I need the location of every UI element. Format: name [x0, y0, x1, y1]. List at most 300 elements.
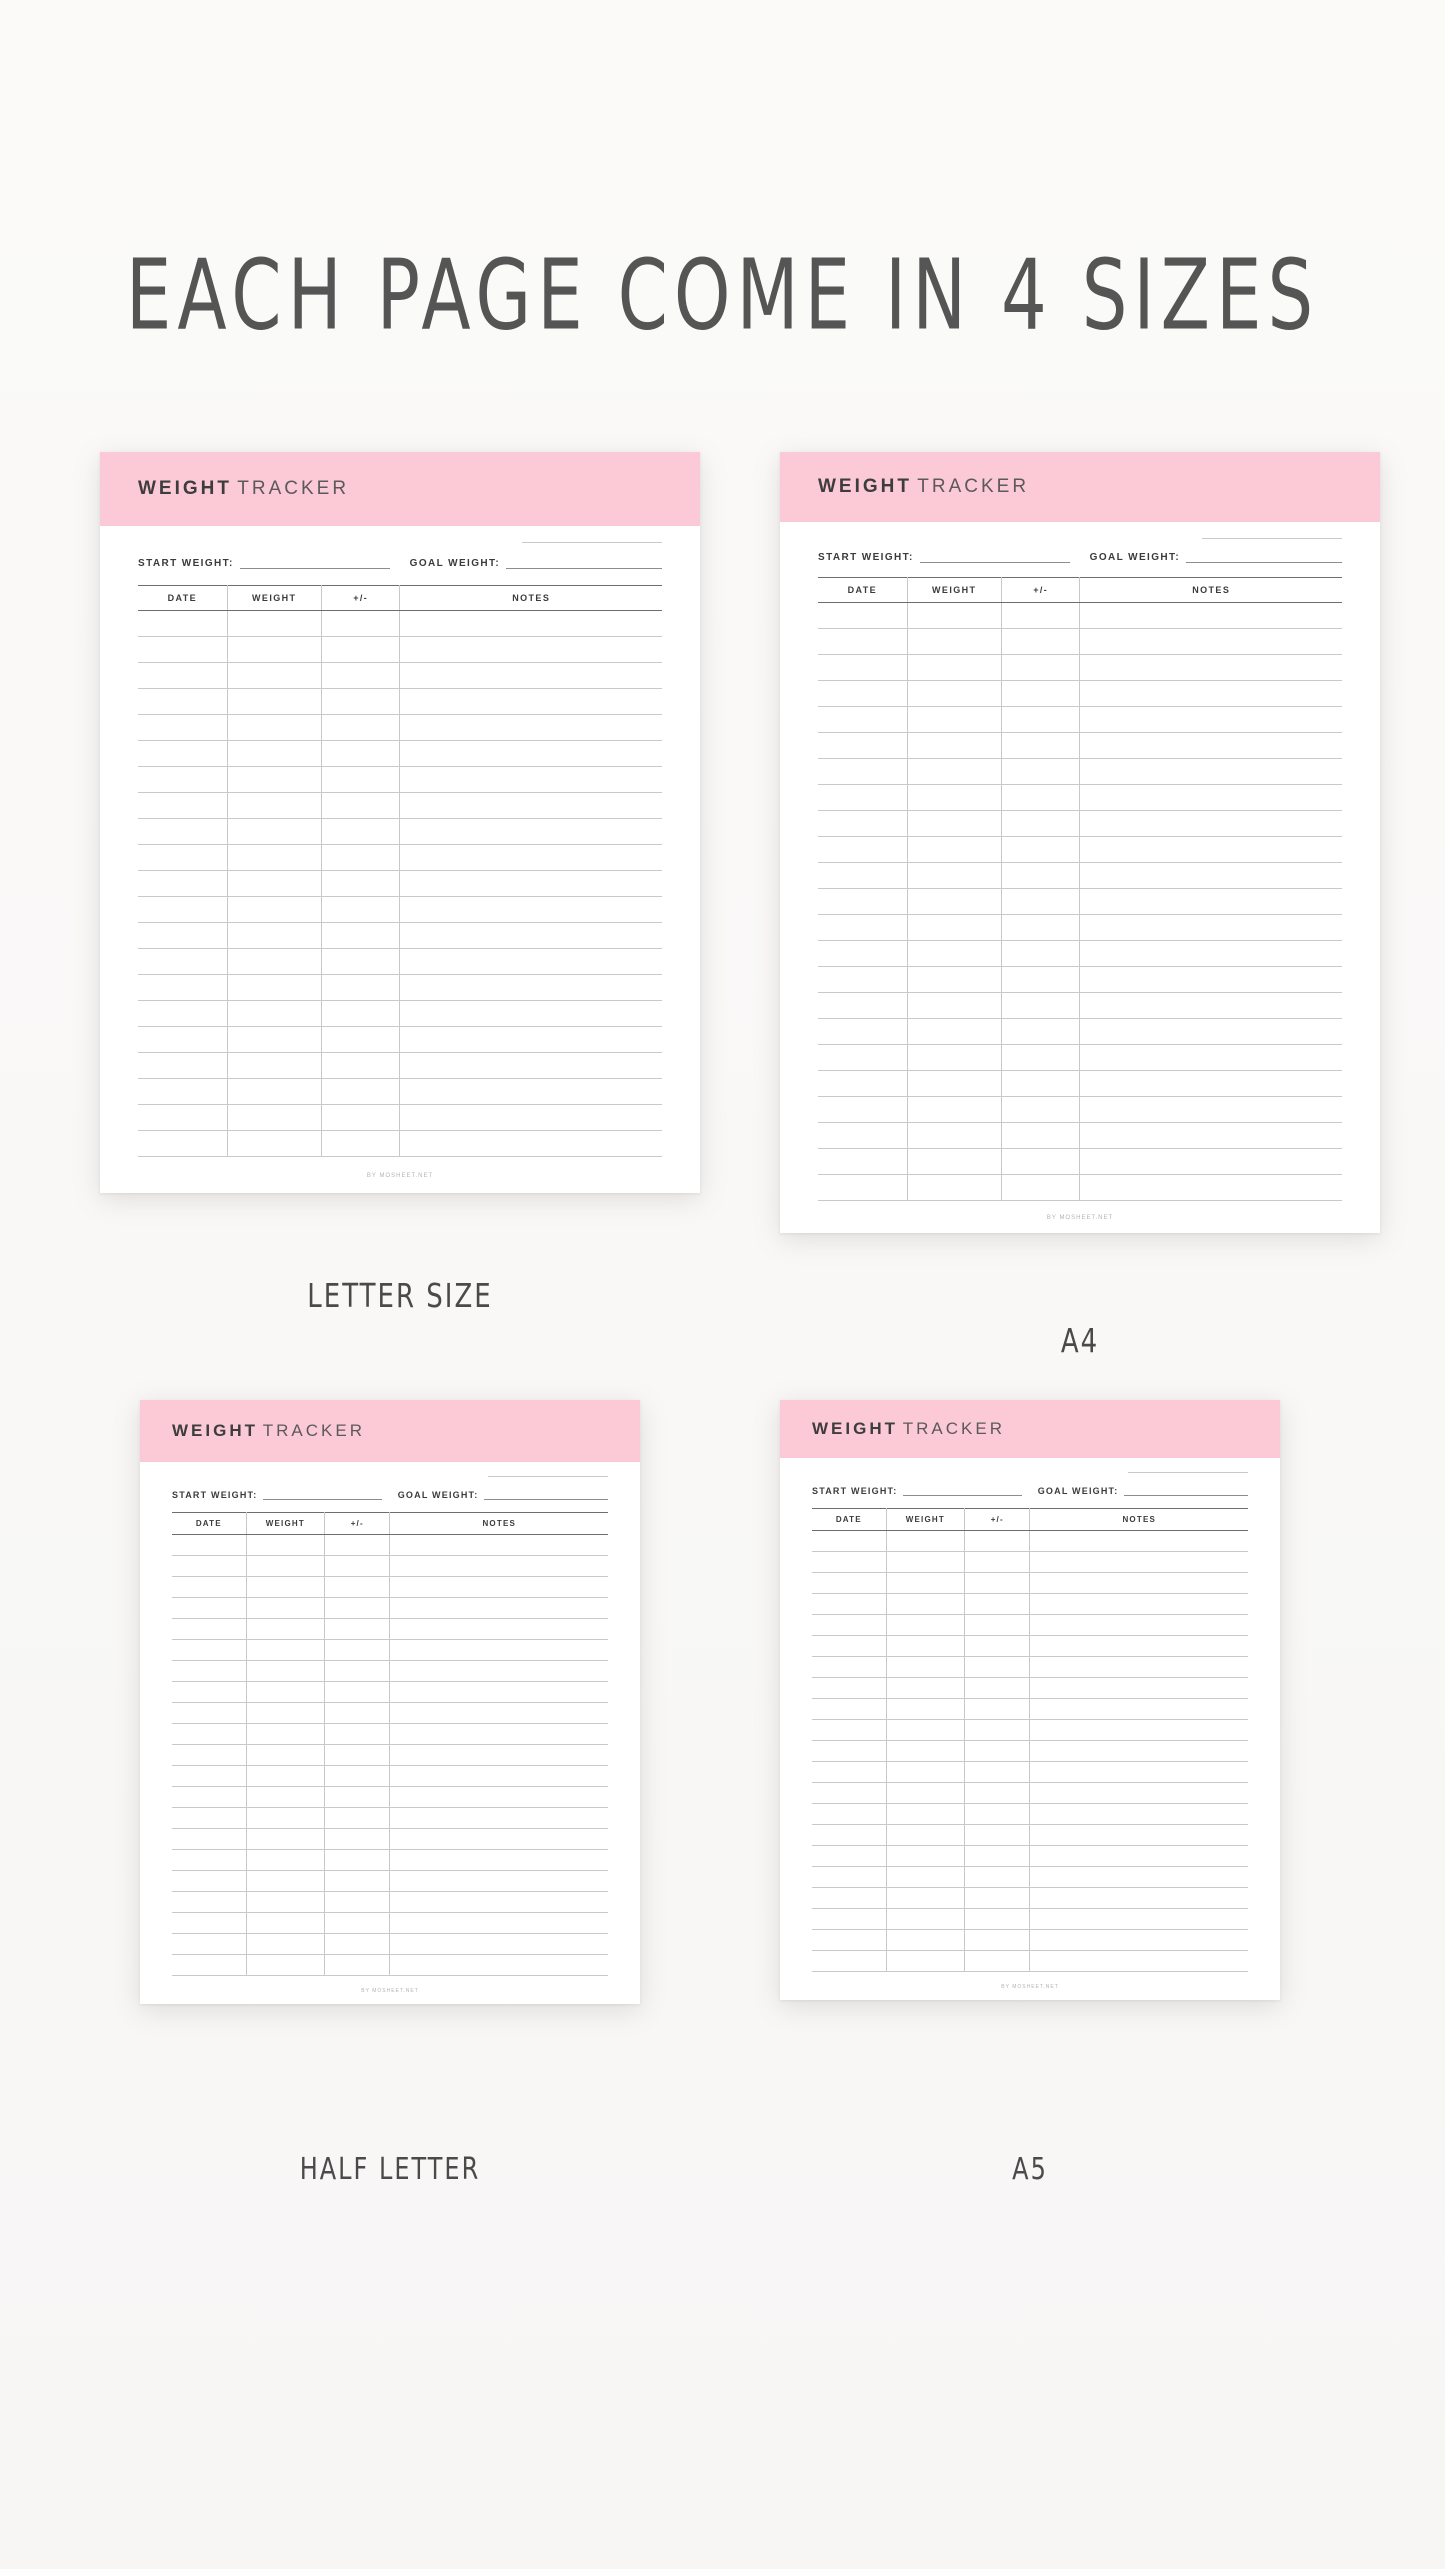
cell-delta[interactable]: [321, 1079, 400, 1105]
cell-weight[interactable]: [227, 1131, 321, 1157]
cell-date[interactable]: [818, 1071, 907, 1097]
cell-delta[interactable]: [1001, 603, 1080, 629]
table-row[interactable]: [138, 1079, 662, 1105]
cell-delta[interactable]: [321, 611, 400, 637]
table-row[interactable]: [138, 1027, 662, 1053]
cell-date[interactable]: [172, 1661, 246, 1682]
cell-date[interactable]: [812, 1615, 886, 1636]
preview-card-letter[interactable]: [100, 452, 700, 1316]
cell-weight[interactable]: [886, 1594, 964, 1615]
cell-weight[interactable]: [886, 1804, 964, 1825]
table-row[interactable]: [812, 1909, 1248, 1930]
cell-date[interactable]: [818, 1175, 907, 1201]
cell-weight[interactable]: [246, 1808, 324, 1829]
cell-date[interactable]: [812, 1762, 886, 1783]
cell-weight[interactable]: [886, 1720, 964, 1741]
cell-date[interactable]: [138, 819, 227, 845]
cell-weight[interactable]: [246, 1661, 324, 1682]
cell-delta[interactable]: [325, 1787, 390, 1808]
table-row[interactable]: [812, 1531, 1248, 1552]
table-row[interactable]: [818, 629, 1342, 655]
table-row[interactable]: [818, 1149, 1342, 1175]
cell-weight[interactable]: [246, 1703, 324, 1724]
cell-notes[interactable]: [1030, 1783, 1248, 1804]
cell-weight[interactable]: [886, 1741, 964, 1762]
cell-weight[interactable]: [227, 923, 321, 949]
table-row[interactable]: [812, 1720, 1248, 1741]
cell-notes[interactable]: [1080, 1097, 1342, 1123]
cell-date[interactable]: [818, 889, 907, 915]
table-row[interactable]: [818, 915, 1342, 941]
table-row[interactable]: [138, 949, 662, 975]
cell-date[interactable]: [818, 681, 907, 707]
cell-date[interactable]: [138, 793, 227, 819]
cell-delta[interactable]: [321, 819, 400, 845]
cell-notes[interactable]: [1080, 1149, 1342, 1175]
cell-delta[interactable]: [325, 1871, 390, 1892]
cell-delta[interactable]: [1001, 811, 1080, 837]
cell-weight[interactable]: [886, 1552, 964, 1573]
table-row[interactable]: [812, 1825, 1248, 1846]
cell-notes[interactable]: [1030, 1762, 1248, 1783]
cell-notes[interactable]: [400, 689, 662, 715]
cell-notes[interactable]: [1080, 1071, 1342, 1097]
cell-weight[interactable]: [246, 1829, 324, 1850]
table-row[interactable]: [172, 1598, 608, 1619]
cell-date[interactable]: [172, 1934, 246, 1955]
table-row[interactable]: [138, 819, 662, 845]
table-row[interactable]: [138, 663, 662, 689]
cell-notes[interactable]: [390, 1850, 608, 1871]
table-body[interactable]: [818, 603, 1342, 1201]
cell-notes[interactable]: [1080, 1175, 1342, 1201]
cell-notes[interactable]: [400, 1105, 662, 1131]
cell-weight[interactable]: [246, 1535, 324, 1556]
cell-notes[interactable]: [390, 1808, 608, 1829]
cell-delta[interactable]: [1001, 863, 1080, 889]
cell-notes[interactable]: [1080, 629, 1342, 655]
cell-notes[interactable]: [1030, 1594, 1248, 1615]
cell-delta[interactable]: [965, 1867, 1030, 1888]
table-row[interactable]: [172, 1955, 608, 1976]
cell-date[interactable]: [812, 1825, 886, 1846]
preview-card-a5[interactable]: [780, 1400, 1280, 2187]
cell-delta[interactable]: [965, 1552, 1030, 1573]
preview-card-half-letter[interactable]: [140, 1400, 640, 2187]
cell-notes[interactable]: [1030, 1699, 1248, 1720]
cell-date[interactable]: [818, 1097, 907, 1123]
cell-notes[interactable]: [1030, 1825, 1248, 1846]
cell-weight[interactable]: [907, 785, 1001, 811]
cell-date[interactable]: [138, 949, 227, 975]
cell-notes[interactable]: [1030, 1930, 1248, 1951]
cell-weight[interactable]: [907, 603, 1001, 629]
cell-date[interactable]: [812, 1741, 886, 1762]
cell-date[interactable]: [172, 1745, 246, 1766]
table-body[interactable]: [138, 611, 662, 1157]
cell-date[interactable]: [138, 1105, 227, 1131]
cell-weight[interactable]: [907, 629, 1001, 655]
cell-delta[interactable]: [321, 975, 400, 1001]
cell-date[interactable]: [138, 975, 227, 1001]
table-row[interactable]: [172, 1808, 608, 1829]
cell-delta[interactable]: [321, 637, 400, 663]
cell-weight[interactable]: [907, 941, 1001, 967]
cell-notes[interactable]: [390, 1556, 608, 1577]
cell-weight[interactable]: [227, 689, 321, 715]
cell-notes[interactable]: [400, 923, 662, 949]
table-row[interactable]: [138, 871, 662, 897]
goal-weight-field[interactable]: [410, 558, 662, 569]
cell-delta[interactable]: [325, 1745, 390, 1766]
cell-date[interactable]: [812, 1531, 886, 1552]
cell-notes[interactable]: [1030, 1867, 1248, 1888]
cell-date[interactable]: [818, 993, 907, 1019]
table-row[interactable]: [138, 923, 662, 949]
cell-weight[interactable]: [907, 863, 1001, 889]
cell-date[interactable]: [812, 1552, 886, 1573]
table-row[interactable]: [138, 1053, 662, 1079]
cell-date[interactable]: [172, 1955, 246, 1976]
table-row[interactable]: [812, 1741, 1248, 1762]
cell-notes[interactable]: [400, 1053, 662, 1079]
cell-weight[interactable]: [246, 1745, 324, 1766]
cell-date[interactable]: [812, 1888, 886, 1909]
cell-notes[interactable]: [400, 819, 662, 845]
weight-table[interactable]: [818, 577, 1342, 1201]
cell-weight[interactable]: [907, 1045, 1001, 1071]
cell-notes[interactable]: [390, 1703, 608, 1724]
cell-date[interactable]: [172, 1682, 246, 1703]
cell-date[interactable]: [818, 915, 907, 941]
cell-delta[interactable]: [1001, 629, 1080, 655]
cell-delta[interactable]: [1001, 1071, 1080, 1097]
table-row[interactable]: [818, 1071, 1342, 1097]
cell-delta[interactable]: [965, 1636, 1030, 1657]
cell-weight[interactable]: [246, 1619, 324, 1640]
table-row[interactable]: [172, 1913, 608, 1934]
cell-delta[interactable]: [321, 793, 400, 819]
cell-date[interactable]: [138, 741, 227, 767]
weight-table[interactable]: [812, 1508, 1248, 1972]
cell-notes[interactable]: [400, 637, 662, 663]
cell-notes[interactable]: [1080, 1045, 1342, 1071]
cell-weight[interactable]: [907, 811, 1001, 837]
table-row[interactable]: [812, 1951, 1248, 1972]
cell-notes[interactable]: [400, 1131, 662, 1157]
cell-delta[interactable]: [965, 1951, 1030, 1972]
cell-date[interactable]: [138, 1131, 227, 1157]
cell-weight[interactable]: [246, 1598, 324, 1619]
cell-delta[interactable]: [965, 1762, 1030, 1783]
cell-date[interactable]: [818, 811, 907, 837]
cell-date[interactable]: [172, 1619, 246, 1640]
cell-date[interactable]: [172, 1703, 246, 1724]
cell-weight[interactable]: [246, 1766, 324, 1787]
cell-weight[interactable]: [227, 819, 321, 845]
table-row[interactable]: [138, 1131, 662, 1157]
table-row[interactable]: [812, 1867, 1248, 1888]
cell-weight[interactable]: [907, 967, 1001, 993]
cell-weight[interactable]: [907, 655, 1001, 681]
weight-table[interactable]: [172, 1512, 608, 1976]
cell-delta[interactable]: [321, 1105, 400, 1131]
cell-delta[interactable]: [965, 1783, 1030, 1804]
cell-notes[interactable]: [1030, 1888, 1248, 1909]
cell-delta[interactable]: [325, 1766, 390, 1787]
cell-weight[interactable]: [886, 1657, 964, 1678]
cell-delta[interactable]: [965, 1594, 1030, 1615]
cell-weight[interactable]: [907, 1123, 1001, 1149]
cell-weight[interactable]: [227, 611, 321, 637]
table-row[interactable]: [818, 967, 1342, 993]
cell-weight[interactable]: [886, 1783, 964, 1804]
table-row[interactable]: [812, 1594, 1248, 1615]
cell-delta[interactable]: [1001, 733, 1080, 759]
cell-delta[interactable]: [321, 1027, 400, 1053]
cell-delta[interactable]: [325, 1703, 390, 1724]
cell-date[interactable]: [812, 1573, 886, 1594]
cell-delta[interactable]: [325, 1619, 390, 1640]
cell-delta[interactable]: [1001, 941, 1080, 967]
cell-delta[interactable]: [965, 1720, 1030, 1741]
cell-weight[interactable]: [886, 1909, 964, 1930]
cell-notes[interactable]: [400, 767, 662, 793]
table-row[interactable]: [818, 603, 1342, 629]
cell-notes[interactable]: [1080, 785, 1342, 811]
cell-delta[interactable]: [965, 1678, 1030, 1699]
cell-weight[interactable]: [907, 1149, 1001, 1175]
table-row[interactable]: [818, 837, 1342, 863]
cell-notes[interactable]: [1030, 1552, 1248, 1573]
table-row[interactable]: [818, 1019, 1342, 1045]
table-row[interactable]: [172, 1556, 608, 1577]
cell-weight[interactable]: [246, 1934, 324, 1955]
cell-date[interactable]: [172, 1535, 246, 1556]
cell-date[interactable]: [818, 967, 907, 993]
cell-notes[interactable]: [400, 741, 662, 767]
cell-notes[interactable]: [390, 1577, 608, 1598]
table-row[interactable]: [812, 1657, 1248, 1678]
cell-weight[interactable]: [886, 1573, 964, 1594]
cell-weight[interactable]: [246, 1556, 324, 1577]
cell-weight[interactable]: [227, 741, 321, 767]
cell-weight[interactable]: [227, 767, 321, 793]
cell-delta[interactable]: [321, 715, 400, 741]
table-row[interactable]: [818, 759, 1342, 785]
cell-delta[interactable]: [321, 741, 400, 767]
cell-date[interactable]: [172, 1850, 246, 1871]
cell-notes[interactable]: [1030, 1846, 1248, 1867]
cell-delta[interactable]: [1001, 993, 1080, 1019]
cell-notes[interactable]: [390, 1787, 608, 1808]
table-row[interactable]: [172, 1535, 608, 1556]
table-row[interactable]: [812, 1573, 1248, 1594]
cell-delta[interactable]: [1001, 837, 1080, 863]
cell-weight[interactable]: [907, 915, 1001, 941]
cell-notes[interactable]: [400, 611, 662, 637]
cell-notes[interactable]: [390, 1934, 608, 1955]
table-body[interactable]: [172, 1535, 608, 1976]
cell-weight[interactable]: [886, 1636, 964, 1657]
weight-table[interactable]: [138, 585, 662, 1157]
cell-date[interactable]: [172, 1724, 246, 1745]
cell-weight[interactable]: [246, 1787, 324, 1808]
table-row[interactable]: [812, 1699, 1248, 1720]
cell-weight[interactable]: [246, 1955, 324, 1976]
cell-weight[interactable]: [907, 837, 1001, 863]
cell-notes[interactable]: [1080, 863, 1342, 889]
cell-date[interactable]: [812, 1678, 886, 1699]
table-row[interactable]: [818, 993, 1342, 1019]
cell-delta[interactable]: [321, 845, 400, 871]
cell-notes[interactable]: [400, 949, 662, 975]
cell-date[interactable]: [172, 1640, 246, 1661]
cell-date[interactable]: [138, 611, 227, 637]
table-row[interactable]: [138, 611, 662, 637]
cell-notes[interactable]: [1080, 967, 1342, 993]
cell-date[interactable]: [818, 759, 907, 785]
cell-notes[interactable]: [390, 1892, 608, 1913]
cell-date[interactable]: [172, 1577, 246, 1598]
cell-delta[interactable]: [1001, 1149, 1080, 1175]
cell-notes[interactable]: [400, 845, 662, 871]
table-row[interactable]: [172, 1577, 608, 1598]
cell-notes[interactable]: [390, 1535, 608, 1556]
table-row[interactable]: [818, 707, 1342, 733]
cell-notes[interactable]: [1030, 1741, 1248, 1762]
cell-notes[interactable]: [1080, 707, 1342, 733]
cell-date[interactable]: [138, 767, 227, 793]
table-row[interactable]: [172, 1745, 608, 1766]
cell-date[interactable]: [172, 1787, 246, 1808]
table-row[interactable]: [172, 1724, 608, 1745]
table-row[interactable]: [138, 1105, 662, 1131]
cell-delta[interactable]: [965, 1699, 1030, 1720]
start-weight-field[interactable]: [812, 1486, 1022, 1496]
cell-date[interactable]: [138, 1001, 227, 1027]
cell-date[interactable]: [172, 1871, 246, 1892]
start-weight-field[interactable]: [138, 558, 390, 569]
cell-notes[interactable]: [1030, 1951, 1248, 1972]
cell-delta[interactable]: [1001, 785, 1080, 811]
cell-date[interactable]: [818, 1123, 907, 1149]
cell-notes[interactable]: [1030, 1657, 1248, 1678]
cell-delta[interactable]: [321, 767, 400, 793]
table-row[interactable]: [818, 889, 1342, 915]
cell-notes[interactable]: [390, 1724, 608, 1745]
cell-date[interactable]: [812, 1594, 886, 1615]
cell-notes[interactable]: [1030, 1573, 1248, 1594]
cell-delta[interactable]: [965, 1804, 1030, 1825]
table-row[interactable]: [138, 1001, 662, 1027]
cell-date[interactable]: [812, 1720, 886, 1741]
cell-delta[interactable]: [965, 1930, 1030, 1951]
cell-delta[interactable]: [965, 1615, 1030, 1636]
table-row[interactable]: [172, 1703, 608, 1724]
cell-weight[interactable]: [907, 733, 1001, 759]
cell-weight[interactable]: [246, 1724, 324, 1745]
cell-weight[interactable]: [227, 637, 321, 663]
cell-weight[interactable]: [886, 1846, 964, 1867]
cell-date[interactable]: [172, 1913, 246, 1934]
cell-delta[interactable]: [965, 1531, 1030, 1552]
table-row[interactable]: [812, 1783, 1248, 1804]
cell-delta[interactable]: [965, 1657, 1030, 1678]
cell-date[interactable]: [138, 663, 227, 689]
table-row[interactable]: [138, 689, 662, 715]
cell-notes[interactable]: [390, 1682, 608, 1703]
cell-notes[interactable]: [1080, 889, 1342, 915]
table-row[interactable]: [172, 1766, 608, 1787]
table-row[interactable]: [812, 1888, 1248, 1909]
cell-delta[interactable]: [325, 1934, 390, 1955]
cell-date[interactable]: [138, 1053, 227, 1079]
cell-delta[interactable]: [1001, 655, 1080, 681]
cell-delta[interactable]: [1001, 1175, 1080, 1201]
cell-delta[interactable]: [325, 1724, 390, 1745]
cell-notes[interactable]: [390, 1640, 608, 1661]
cell-delta[interactable]: [1001, 759, 1080, 785]
cell-date[interactable]: [818, 1045, 907, 1071]
cell-weight[interactable]: [227, 949, 321, 975]
cell-weight[interactable]: [246, 1892, 324, 1913]
cell-delta[interactable]: [965, 1825, 1030, 1846]
cell-date[interactable]: [818, 1019, 907, 1045]
cell-delta[interactable]: [321, 949, 400, 975]
start-weight-field[interactable]: [818, 552, 1070, 563]
cell-weight[interactable]: [246, 1850, 324, 1871]
cell-notes[interactable]: [1080, 1123, 1342, 1149]
cell-delta[interactable]: [325, 1640, 390, 1661]
cell-delta[interactable]: [325, 1808, 390, 1829]
cell-delta[interactable]: [325, 1598, 390, 1619]
cell-notes[interactable]: [390, 1745, 608, 1766]
table-row[interactable]: [172, 1850, 608, 1871]
table-row[interactable]: [172, 1871, 608, 1892]
table-row[interactable]: [812, 1762, 1248, 1783]
table-row[interactable]: [812, 1930, 1248, 1951]
cell-weight[interactable]: [886, 1615, 964, 1636]
cell-delta[interactable]: [325, 1535, 390, 1556]
table-row[interactable]: [172, 1787, 608, 1808]
table-row[interactable]: [818, 733, 1342, 759]
cell-notes[interactable]: [1030, 1615, 1248, 1636]
cell-notes[interactable]: [400, 1001, 662, 1027]
table-row[interactable]: [818, 681, 1342, 707]
cell-notes[interactable]: [1080, 993, 1342, 1019]
cell-delta[interactable]: [321, 689, 400, 715]
table-row[interactable]: [812, 1552, 1248, 1573]
cell-weight[interactable]: [246, 1682, 324, 1703]
cell-notes[interactable]: [390, 1661, 608, 1682]
cell-weight[interactable]: [886, 1762, 964, 1783]
cell-notes[interactable]: [1080, 915, 1342, 941]
goal-weight-field[interactable]: [1038, 1486, 1248, 1496]
cell-weight[interactable]: [227, 793, 321, 819]
cell-delta[interactable]: [325, 1829, 390, 1850]
table-row[interactable]: [818, 811, 1342, 837]
cell-weight[interactable]: [907, 1071, 1001, 1097]
table-row[interactable]: [138, 741, 662, 767]
cell-weight[interactable]: [227, 1001, 321, 1027]
cell-weight[interactable]: [907, 707, 1001, 733]
table-row[interactable]: [172, 1892, 608, 1913]
goal-weight-field[interactable]: [398, 1490, 608, 1500]
table-row[interactable]: [812, 1804, 1248, 1825]
table-row[interactable]: [818, 863, 1342, 889]
table-row[interactable]: [812, 1615, 1248, 1636]
